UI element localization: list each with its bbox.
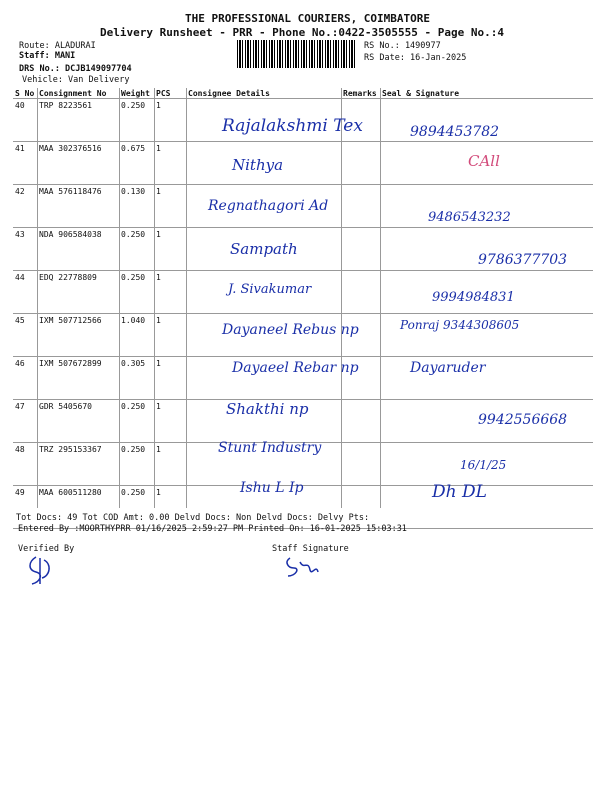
handwritten-signature: 9486543232 <box>428 210 511 225</box>
row-sno: 47 <box>13 400 37 443</box>
staff-label: Staff: MANI <box>19 51 76 61</box>
row-consignment: MAA 302376516 <box>37 142 119 185</box>
row-pcs: 1 <box>154 271 186 314</box>
handwritten-signature: 9786377703 <box>478 252 568 268</box>
rs-date: RS Date: 16-Jan-2025 <box>364 53 467 63</box>
row-consignment: MAA 576118476 <box>37 185 119 228</box>
drs-number: DRS No.: DCJB149097704 <box>19 64 132 74</box>
row-sno: 44 <box>13 271 37 314</box>
company-title: THE PROFESSIONAL COURIERS, COIMBATORE <box>185 12 431 25</box>
header-sno: S No <box>13 88 37 99</box>
row-pcs: 1 <box>154 443 186 486</box>
header-pcs: PCS <box>154 88 186 99</box>
verified-by-label: Verified By <box>18 544 75 554</box>
row-weight: 0.675 <box>119 142 154 185</box>
row-sno: 41 <box>13 142 37 185</box>
handwritten-consignee: Ishu L Ip <box>240 480 304 496</box>
row-consignment: NDA 906584038 <box>37 228 119 271</box>
row-weight: 0.250 <box>119 228 154 271</box>
row-weight: 0.250 <box>119 99 154 142</box>
row-consignment: GDR 5405670 <box>37 400 119 443</box>
handwritten-consignee: Nithya <box>232 156 284 174</box>
row-sno: 45 <box>13 314 37 357</box>
handwritten-consignee: Shakthi np <box>226 400 309 418</box>
row-weight: 1.040 <box>119 314 154 357</box>
row-weight: 0.250 <box>119 271 154 314</box>
rs-number: RS No.: 1490977 <box>364 41 441 51</box>
row-sno: 49 <box>13 486 37 529</box>
row-consignment: IXM 507672899 <box>37 357 119 400</box>
row-weight: 0.250 <box>119 486 154 529</box>
row-consignment: TRP 8223561 <box>37 99 119 142</box>
handwritten-consignee: Sampath <box>230 240 298 258</box>
staff-signature-image <box>282 552 322 582</box>
runsheet-subtitle: Delivery Runsheet - PRR - Phone No.:0422-3505555 - Page No.:4 <box>100 26 504 39</box>
row-weight: 0.305 <box>119 357 154 400</box>
header-weight: Weight <box>119 88 154 99</box>
row-sno: 40 <box>13 99 37 142</box>
row-pcs: 1 <box>154 142 186 185</box>
header-consignment: Consignment No <box>37 88 119 99</box>
header-remarks: Remarks <box>341 88 380 99</box>
table-header-row <box>13 88 593 99</box>
row-pcs: 1 <box>154 400 186 443</box>
handwritten-signature: Dayaruder <box>410 360 486 376</box>
barcode-image <box>237 40 357 68</box>
handwritten-consignee: Dayaneel Rebus np <box>222 322 359 338</box>
row-pcs: 1 <box>154 99 186 142</box>
row-pcs: 1 <box>154 228 186 271</box>
row-sno: 48 <box>13 443 37 486</box>
row-pcs: 1 <box>154 486 186 529</box>
row-consignment: EDQ 22778809 <box>37 271 119 314</box>
handwritten-consignee: Stunt Industry <box>218 440 322 456</box>
handwritten-consignee: Dayaeel Rebar np <box>232 360 359 376</box>
row-consignment: MAA 600511280 <box>37 486 119 529</box>
row-weight: 0.250 <box>119 443 154 486</box>
handwritten-signature: 9994984831 <box>432 290 515 305</box>
row-pcs: 1 <box>154 185 186 228</box>
verifier-signature-image <box>22 554 58 588</box>
row-weight: 0.250 <box>119 400 154 443</box>
handwritten-signature: Ponraj 9344308605 <box>400 318 520 332</box>
row-sno: 42 <box>13 185 37 228</box>
row-sno: 46 <box>13 357 37 400</box>
row-consignment: IXM 507712566 <box>37 314 119 357</box>
header-consignee: Consignee Details <box>186 88 341 99</box>
row-pcs: 1 <box>154 357 186 400</box>
handwritten-signature: 16/1/25 <box>460 458 507 472</box>
handwritten-signature: CAll <box>468 152 500 170</box>
handwritten-consignee: J. Sivakumar <box>228 282 312 297</box>
totals-line: Tot Docs: 49 Tot COD Amt: 0.00 Delvd Docs: Non Delvd Docs: Delvy Pts: <box>16 513 370 523</box>
row-weight: 0.130 <box>119 185 154 228</box>
row-consignment: TRZ 295153367 <box>37 443 119 486</box>
staff-signature-label: Staff Signature <box>272 544 349 554</box>
handwritten-signature: 9894453782 <box>410 124 500 140</box>
handwritten-consignee: Rajalakshmi Tex <box>222 116 363 136</box>
route-label: Route: ALADURAI <box>19 41 96 51</box>
entered-by-line: Entered By :MOORTHYPRR 01/16/2025 2:59:27 PM Printed On: 16-01-2025 15:03:31 <box>18 524 407 534</box>
vehicle-label: Vehicle: Van Delivery <box>22 75 130 85</box>
table-row <box>13 142 593 185</box>
header-seal-signature: Seal & Signature <box>380 88 593 99</box>
row-sno: 43 <box>13 228 37 271</box>
handwritten-signature: Dh DL <box>432 482 487 502</box>
row-pcs: 1 <box>154 314 186 357</box>
handwritten-signature: 9942556668 <box>478 412 568 428</box>
handwritten-consignee: Regnathagori Ad <box>208 198 329 214</box>
